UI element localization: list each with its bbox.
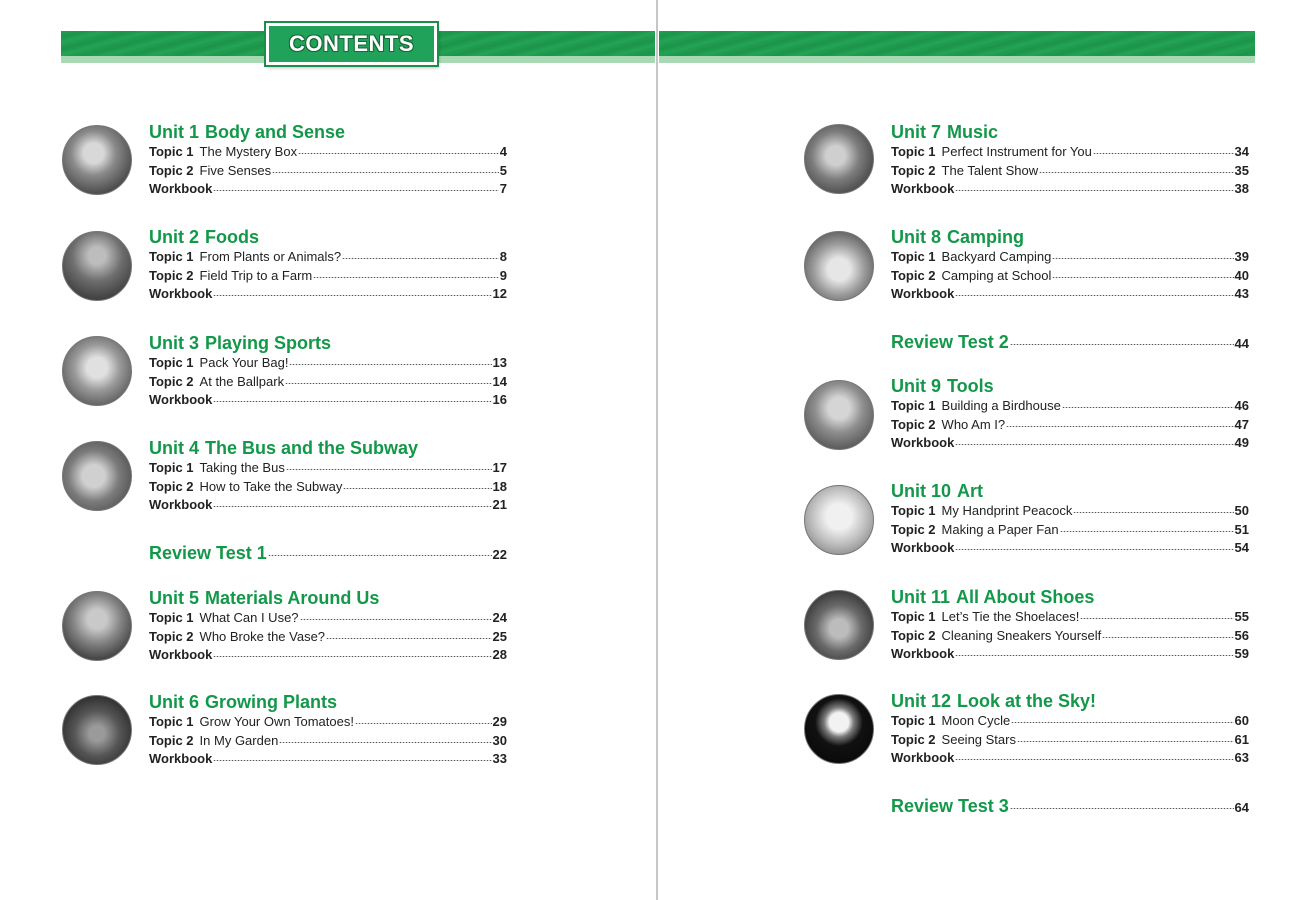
row-label: Workbook bbox=[891, 435, 955, 450]
unit-name: Music bbox=[947, 122, 999, 142]
page-number: 61 bbox=[1234, 731, 1249, 747]
boy-with-baseball-glove-photo bbox=[62, 336, 132, 406]
page-number: 35 bbox=[1234, 162, 1249, 178]
topic-row[interactable] bbox=[149, 478, 507, 497]
topic-row[interactable] bbox=[149, 162, 507, 181]
page-spine bbox=[656, 0, 658, 900]
dot-leader bbox=[213, 506, 491, 507]
unit-title[interactable] bbox=[891, 375, 1249, 397]
unit-entry[interactable] bbox=[149, 332, 507, 410]
row-label: Topic 2 bbox=[891, 521, 936, 537]
topic-row[interactable] bbox=[891, 397, 1249, 416]
row-label: Topic 1 bbox=[891, 609, 936, 624]
topic-row[interactable] bbox=[891, 502, 1249, 521]
contents-title: CONTENTS bbox=[266, 23, 437, 65]
topic-row[interactable] bbox=[149, 143, 507, 162]
page-number: 14 bbox=[492, 373, 507, 389]
unit-number: Unit 11 bbox=[891, 587, 951, 607]
unit-name: All About Shoes bbox=[956, 587, 1095, 607]
unit-number: Unit 10 bbox=[891, 481, 952, 501]
page-number: 39 bbox=[1234, 249, 1249, 264]
topic-title: At the Ballpark bbox=[199, 373, 285, 389]
row-label: Topic 2 bbox=[149, 732, 194, 748]
topic-row[interactable] bbox=[149, 609, 507, 628]
dot-leader bbox=[1006, 426, 1233, 427]
page-number: 64 bbox=[1234, 800, 1249, 815]
girl-with-painted-hands-photo bbox=[804, 485, 874, 555]
topic-title: Backyard Camping bbox=[941, 249, 1052, 264]
dot-leader bbox=[1073, 512, 1233, 513]
dot-leader bbox=[1060, 531, 1234, 532]
dot-leader bbox=[213, 760, 491, 761]
page-number: 29 bbox=[492, 714, 507, 729]
page-number: 24 bbox=[492, 610, 507, 625]
dot-leader bbox=[298, 153, 499, 154]
hands-holding-seedling-photo bbox=[62, 695, 132, 765]
dot-leader bbox=[268, 555, 492, 556]
unit-title[interactable] bbox=[149, 691, 507, 713]
topic-row[interactable] bbox=[891, 248, 1249, 267]
unit-number: Unit 12 bbox=[891, 691, 952, 711]
dot-leader bbox=[213, 190, 498, 191]
unit-title[interactable] bbox=[149, 587, 507, 609]
page-number: 49 bbox=[1234, 435, 1249, 450]
dot-leader bbox=[955, 655, 1233, 656]
topic-row[interactable] bbox=[891, 731, 1249, 750]
workbook-row[interactable] bbox=[891, 539, 1249, 558]
dot-leader bbox=[955, 444, 1233, 445]
unit-number: Unit 1 bbox=[149, 122, 200, 142]
review-test-entry[interactable] bbox=[891, 331, 1249, 353]
page-number: 13 bbox=[492, 355, 507, 370]
child-with-goggles-photo bbox=[62, 591, 132, 661]
dot-leader bbox=[955, 759, 1233, 760]
unit-name: Camping bbox=[947, 227, 1025, 247]
unit-number: Unit 8 bbox=[891, 227, 942, 247]
unit-number: Unit 3 bbox=[149, 333, 200, 353]
unit-title[interactable] bbox=[891, 480, 1249, 502]
dot-leader bbox=[1039, 172, 1233, 173]
dot-leader bbox=[343, 488, 491, 489]
topic-title: Let’s Tie the Shoelaces! bbox=[941, 609, 1080, 624]
kids-in-bus-window-photo bbox=[62, 441, 132, 511]
row-label: Topic 2 bbox=[149, 267, 194, 283]
topic-title: Field Trip to a Farm bbox=[199, 267, 313, 283]
topic-title: Who Am I? bbox=[941, 416, 1006, 432]
unit-name: Art bbox=[957, 481, 984, 501]
row-label: Topic 1 bbox=[149, 355, 194, 370]
row-label: Workbook bbox=[149, 181, 213, 196]
boy-building-birdhouse-photo bbox=[804, 380, 874, 450]
topic-title: Grow Your Own Tomatoes! bbox=[199, 714, 354, 729]
topic-title: The Mystery Box bbox=[199, 144, 298, 159]
row-label: Topic 2 bbox=[149, 628, 194, 644]
dot-leader bbox=[289, 364, 491, 365]
row-label: Workbook bbox=[891, 286, 955, 301]
unit-name: Body and Sense bbox=[205, 122, 346, 142]
topic-row[interactable] bbox=[891, 416, 1249, 435]
row-label: Topic 2 bbox=[891, 267, 936, 283]
unit-entry[interactable] bbox=[891, 690, 1249, 768]
page-number: 8 bbox=[499, 249, 507, 264]
unit-entry[interactable] bbox=[891, 586, 1249, 664]
topic-title: My Handprint Peacock bbox=[941, 503, 1073, 518]
farmer-with-vegetables-photo bbox=[62, 231, 132, 301]
dot-leader bbox=[300, 619, 492, 620]
page-number: 21 bbox=[492, 497, 507, 512]
page-number: 56 bbox=[1234, 627, 1249, 643]
page-number: 18 bbox=[492, 478, 507, 494]
page-number: 55 bbox=[1234, 609, 1249, 624]
row-label: Topic 1 bbox=[149, 249, 194, 264]
unit-name: Look at the Sky! bbox=[957, 691, 1097, 711]
page-number: 59 bbox=[1234, 646, 1249, 661]
dot-leader bbox=[342, 258, 499, 259]
dot-leader bbox=[1010, 808, 1234, 809]
topic-row[interactable] bbox=[891, 627, 1249, 646]
unit-number: Unit 6 bbox=[149, 692, 200, 712]
dot-leader bbox=[286, 469, 492, 470]
row-label: Topic 1 bbox=[149, 714, 194, 729]
dot-leader bbox=[1062, 407, 1234, 408]
page-number: 22 bbox=[492, 547, 507, 562]
workbook-row[interactable] bbox=[149, 496, 507, 515]
row-label: Topic 2 bbox=[149, 478, 194, 494]
dot-leader bbox=[213, 295, 491, 296]
dot-leader bbox=[355, 723, 492, 724]
page-number: 25 bbox=[492, 628, 507, 644]
boy-playing-drums-photo bbox=[804, 124, 874, 194]
dot-leader bbox=[1102, 637, 1233, 638]
unit-title[interactable] bbox=[149, 332, 507, 354]
dot-leader bbox=[955, 295, 1233, 296]
page-number: 5 bbox=[499, 162, 507, 178]
dot-leader bbox=[326, 638, 491, 639]
row-label: Workbook bbox=[149, 751, 213, 766]
topic-title: Perfect Instrument for You bbox=[941, 144, 1092, 159]
page-number: 40 bbox=[1234, 267, 1249, 283]
page-number: 60 bbox=[1234, 713, 1249, 728]
unit-name: Materials Around Us bbox=[205, 588, 380, 608]
unit-entry[interactable] bbox=[891, 121, 1249, 199]
workbook-row[interactable] bbox=[149, 285, 507, 304]
topic-row[interactable] bbox=[149, 628, 507, 647]
topic-row[interactable] bbox=[149, 267, 507, 286]
topic-row[interactable] bbox=[891, 712, 1249, 731]
page-number: 4 bbox=[499, 144, 507, 159]
dot-leader bbox=[1052, 277, 1233, 278]
page-number: 12 bbox=[492, 286, 507, 301]
dot-leader bbox=[1017, 741, 1234, 742]
page-number: 16 bbox=[492, 392, 507, 407]
topic-row[interactable] bbox=[891, 143, 1249, 162]
page-number: 33 bbox=[492, 751, 507, 766]
unit-entry[interactable] bbox=[149, 691, 507, 769]
workbook-row[interactable] bbox=[149, 391, 507, 410]
row-label: Topic 2 bbox=[891, 162, 936, 178]
topic-title: From Plants or Animals? bbox=[199, 249, 342, 264]
kids-in-tent-photo bbox=[804, 231, 874, 301]
unit-number: Unit 9 bbox=[891, 376, 942, 396]
topic-row[interactable] bbox=[891, 162, 1249, 181]
topic-row[interactable] bbox=[149, 459, 507, 478]
review-test-entry[interactable] bbox=[891, 795, 1249, 817]
topic-title: Pack Your Bag! bbox=[199, 355, 289, 370]
row-label: Topic 1 bbox=[891, 713, 936, 728]
unit-title[interactable] bbox=[149, 121, 507, 143]
dot-leader bbox=[1080, 618, 1233, 619]
topic-row[interactable] bbox=[891, 608, 1249, 627]
page-number: 34 bbox=[1234, 144, 1249, 159]
row-label: Topic 2 bbox=[149, 373, 194, 389]
dot-leader bbox=[213, 656, 491, 657]
row-label: Workbook bbox=[891, 540, 955, 555]
row-label: Topic 2 bbox=[891, 627, 936, 643]
unit-title[interactable] bbox=[891, 226, 1249, 248]
topic-row[interactable] bbox=[149, 248, 507, 267]
row-label: Topic 1 bbox=[891, 398, 936, 413]
dot-leader bbox=[279, 742, 491, 743]
topic-title: Who Broke the Vase? bbox=[199, 628, 326, 644]
topic-row[interactable] bbox=[149, 732, 507, 751]
unit-name: The Bus and the Subway bbox=[205, 438, 419, 458]
workbook-row[interactable] bbox=[891, 749, 1249, 768]
unit-name: Playing Sports bbox=[205, 333, 332, 353]
unit-entry[interactable] bbox=[891, 375, 1249, 453]
topic-row[interactable] bbox=[149, 373, 507, 392]
unit-title[interactable] bbox=[891, 690, 1249, 712]
topic-row[interactable] bbox=[891, 267, 1249, 286]
header-band-right bbox=[659, 31, 1255, 63]
topic-row[interactable] bbox=[891, 521, 1249, 540]
dot-leader bbox=[1052, 258, 1233, 259]
workbook-row[interactable] bbox=[891, 434, 1249, 453]
page-number: 54 bbox=[1234, 540, 1249, 555]
dot-leader bbox=[313, 277, 499, 278]
page-number: 47 bbox=[1234, 416, 1249, 432]
unit-entry[interactable] bbox=[149, 587, 507, 665]
topic-title: The Talent Show bbox=[941, 162, 1039, 178]
unit-title[interactable] bbox=[891, 586, 1249, 608]
page-number: 7 bbox=[499, 181, 507, 196]
unit-entry[interactable] bbox=[891, 480, 1249, 558]
sneakers-photo bbox=[804, 590, 874, 660]
unit-entry[interactable] bbox=[149, 437, 507, 515]
page-number: 30 bbox=[492, 732, 507, 748]
topic-title: Seeing Stars bbox=[941, 731, 1016, 747]
unit-entry[interactable] bbox=[149, 226, 507, 304]
unit-number: Unit 4 bbox=[149, 438, 200, 458]
review-test-entry[interactable] bbox=[149, 542, 507, 564]
dot-leader bbox=[955, 190, 1233, 191]
topic-row[interactable] bbox=[149, 354, 507, 373]
row-label: Topic 1 bbox=[891, 249, 936, 264]
unit-title[interactable] bbox=[149, 437, 507, 459]
girl-smelling-flower-photo bbox=[62, 125, 132, 195]
page-number: 9 bbox=[499, 267, 507, 283]
unit-number: Unit 5 bbox=[149, 588, 200, 608]
page-number: 28 bbox=[492, 647, 507, 662]
row-label: Topic 1 bbox=[149, 144, 194, 159]
topic-title: Cleaning Sneakers Yourself bbox=[941, 627, 1102, 643]
unit-number: Unit 7 bbox=[891, 122, 942, 142]
unit-name: Growing Plants bbox=[205, 692, 338, 712]
workbook-row[interactable] bbox=[149, 180, 507, 199]
row-label: Workbook bbox=[149, 497, 213, 512]
unit-entry[interactable] bbox=[891, 226, 1249, 304]
dot-leader bbox=[285, 383, 491, 384]
page-number: 43 bbox=[1234, 286, 1249, 301]
dot-leader bbox=[955, 549, 1233, 550]
page-number: 46 bbox=[1234, 398, 1249, 413]
topic-title: Moon Cycle bbox=[941, 713, 1011, 728]
topic-title: Building a Birdhouse bbox=[941, 398, 1061, 413]
page-number: 44 bbox=[1234, 336, 1249, 351]
page-number: 63 bbox=[1234, 750, 1249, 765]
full-moon-photo bbox=[804, 694, 874, 764]
row-label: Workbook bbox=[149, 647, 213, 662]
topic-title: Making a Paper Fan bbox=[941, 521, 1059, 537]
row-label: Topic 1 bbox=[891, 144, 936, 159]
topic-title: In My Garden bbox=[199, 732, 279, 748]
dot-leader bbox=[272, 172, 499, 173]
workbook-row[interactable] bbox=[149, 646, 507, 665]
dot-leader bbox=[213, 401, 491, 402]
topic-title: What Can I Use? bbox=[199, 610, 299, 625]
page-number: 51 bbox=[1234, 521, 1249, 537]
row-label: Topic 2 bbox=[149, 162, 194, 178]
topic-title: Camping at School bbox=[941, 267, 1052, 283]
unit-title[interactable] bbox=[891, 121, 1249, 143]
unit-name: Foods bbox=[205, 227, 260, 247]
page-number: 50 bbox=[1234, 503, 1249, 518]
row-label: Topic 1 bbox=[891, 503, 936, 518]
review-test-title: Review Test 2 bbox=[891, 332, 1009, 352]
topic-title: Five Senses bbox=[199, 162, 272, 178]
page-number: 17 bbox=[492, 460, 507, 475]
workbook-row[interactable] bbox=[891, 285, 1249, 304]
unit-number: Unit 2 bbox=[149, 227, 200, 247]
dot-leader bbox=[1093, 153, 1234, 154]
unit-entry[interactable] bbox=[149, 121, 507, 199]
row-label: Workbook bbox=[891, 750, 955, 765]
row-label: Workbook bbox=[149, 286, 213, 301]
topic-title: Taking the Bus bbox=[199, 460, 285, 475]
page-number: 38 bbox=[1234, 181, 1249, 196]
workbook-row[interactable] bbox=[891, 180, 1249, 199]
workbook-row[interactable] bbox=[891, 645, 1249, 664]
dot-leader bbox=[1010, 344, 1234, 345]
row-label: Topic 1 bbox=[149, 610, 194, 625]
row-label: Workbook bbox=[149, 392, 213, 407]
topic-row[interactable] bbox=[149, 713, 507, 732]
row-label: Workbook bbox=[891, 181, 955, 196]
row-label: Topic 1 bbox=[149, 460, 194, 475]
workbook-row[interactable] bbox=[149, 750, 507, 769]
unit-title[interactable] bbox=[149, 226, 507, 248]
topic-title: How to Take the Subway bbox=[199, 478, 343, 494]
row-label: Topic 2 bbox=[891, 416, 936, 432]
row-label: Workbook bbox=[891, 646, 955, 661]
review-test-title: Review Test 1 bbox=[149, 543, 267, 563]
unit-name: Tools bbox=[947, 376, 994, 396]
dot-leader bbox=[1011, 722, 1233, 723]
review-test-title: Review Test 3 bbox=[891, 796, 1009, 816]
row-label: Topic 2 bbox=[891, 731, 936, 747]
